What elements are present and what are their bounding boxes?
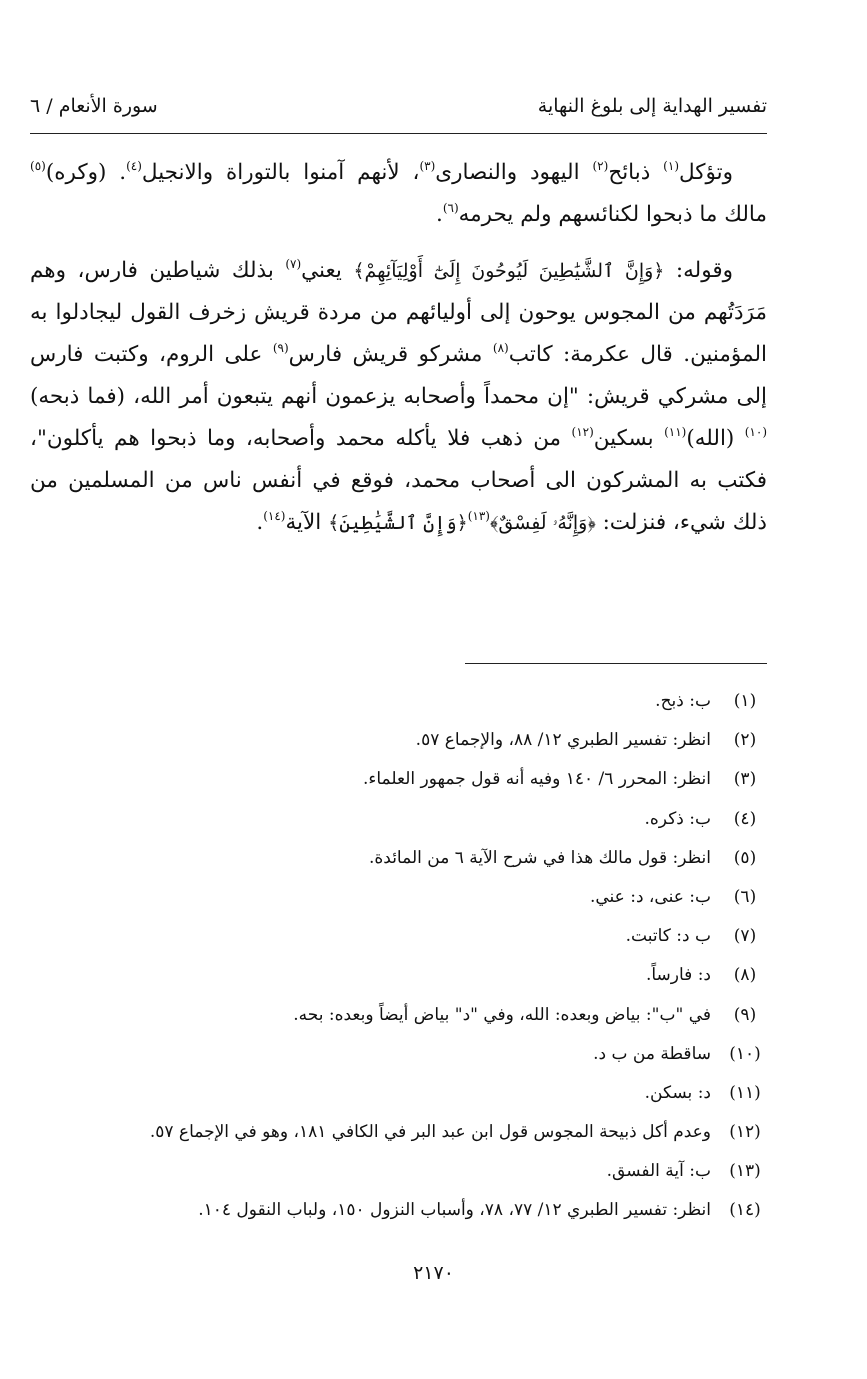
footnote-item [60, 721, 767, 760]
footnote-text: انظر: تفسير الطبري ١٢/ ٨٨، والإجماع ٥٧. [415, 730, 711, 751]
main-text [30, 152, 767, 544]
quran-verse: ﴿وَإِنَّ ٱلشَّيَٰطِينَ لَيُوحُونَ إِلَىٰٓ أَوْلِيَآئِهِمْ﴾ [353, 260, 665, 282]
footnote-item [60, 917, 767, 956]
footnote-number: (٦) [733, 886, 757, 907]
footnote-ref-10: (١٠) [744, 425, 767, 439]
footnote-ref-8: (٨) [492, 341, 509, 355]
footnote-number: (٩) [733, 1004, 757, 1025]
footnote-separator [465, 663, 767, 664]
footnote-number: (١) [733, 691, 757, 711]
text-span: ، لأنهم آمنوا بالتوراة والانجيل [141, 160, 420, 185]
footnote-item [60, 800, 767, 839]
paragraph-2 [30, 250, 767, 544]
text-span: من ذهب فلا يأكله محمد وأصحابه، وما ذبحوا هم يأكلون"، فكتب به المشركون الى أصحاب محمد، فوقع في أنفس ناس من المسلمين من ذلك شيء، فنزلت: [30, 426, 767, 535]
footnote-ref-6: (٦) [442, 201, 459, 215]
footnote-ref-7: (٧) [285, 257, 302, 271]
footnote-item [60, 760, 767, 799]
footnote-number: (٨) [733, 965, 757, 986]
footnote-text: في "ب": بياض وبعده: الله، وفي "د" بياض أيضاً وبعده: بحه. [293, 1004, 711, 1025]
text-span: (الله) [686, 426, 745, 451]
quran-verse: ﴿وَإِنَّ ٱلشَّيَٰطِينَ﴾ [328, 512, 468, 534]
footnote-text: وعدم أكل ذبيحة المجوس قول ابن عبد البر في الكافي ١٨١، وهو في الإجماع ٥٧. [149, 1122, 711, 1143]
footnote-text: ب: ذبح. [655, 691, 711, 711]
text-span: . [256, 510, 264, 535]
text-span: مشركو قريش فارس [288, 342, 493, 367]
footnote-item [60, 682, 767, 721]
footnote-item [60, 1152, 767, 1191]
page-number: ٢١٧٠ [413, 1262, 454, 1284]
text-span: بسكين [593, 426, 665, 451]
footnote-text: ب: ذكره. [644, 808, 711, 829]
footnote-number: (١٠) [729, 1043, 761, 1064]
footnotes [60, 682, 767, 1231]
text-span: وقوله: [664, 258, 733, 283]
book-title: تفسير الهداية إلى بلوغ النهاية [537, 95, 767, 117]
footnote-number: (١٣) [729, 1161, 761, 1182]
footnote-text: ب: آية الفسق. [606, 1161, 711, 1182]
footnote-text: انظر: المحرر ٦/ ١٤٠ وفيه أنه قول جمهور العلماء. [362, 769, 711, 790]
footnote-ref-5: (٥) [30, 159, 46, 173]
paragraph-1 [30, 152, 767, 236]
footnote-ref-14: (١٤) [263, 509, 286, 523]
footnote-ref-12: (١٢) [571, 425, 594, 439]
running-header [30, 95, 767, 125]
footnote-number: (١٢) [729, 1122, 761, 1143]
footnote-ref-9: (٩) [272, 341, 289, 355]
footnote-text: د: بسكن. [644, 1082, 711, 1103]
footnote-number: (١٤) [729, 1200, 761, 1221]
text-span: وتؤكل [679, 160, 733, 185]
surah-label: سورة الأنعام / ٦ [30, 95, 158, 117]
quran-verse: ﴿وَإِنَّهُۥ لَفِسْقٌ﴾ [489, 512, 596, 534]
footnote-item [60, 1035, 767, 1074]
footnote-number: (٤) [733, 808, 757, 829]
footnote-item [60, 996, 767, 1035]
footnote-text: ب د: كاتبت. [625, 926, 711, 947]
text-span: بذلك شياطين فارس، وهم مَرَدَتُهم من المجوس يوحون إلى أوليائهم من مردة قريش زخرف القول ليجادلوا به المؤمنين. قال عكرمة: كاتب [30, 258, 767, 367]
footnote-number: (٢) [733, 730, 757, 751]
footnote-number: (٧) [733, 926, 757, 947]
footnote-item [60, 956, 767, 995]
footnote-ref-4: (٤) [126, 159, 142, 173]
footnote-number: (٥) [733, 847, 757, 868]
text-span: على الروم، وكتبت فارس إلى مشركي قريش: "إن محمداً وأصحابه يزعمون أنهم يتبعون أمر الله، (فما ذبحه) [30, 342, 767, 409]
footnote-ref-13: (١٣) [467, 509, 490, 523]
text-span: الآية [285, 510, 329, 535]
footnote-text: انظر: تفسير الطبري ١٢/ ٧٧، ٧٨، وأسباب النزول ١٥٠، ولباب النقول ١٠٤. [198, 1200, 711, 1221]
text-span: . [435, 202, 443, 227]
footnote-number: (١١) [729, 1082, 761, 1103]
text-span: ذبائح [608, 160, 664, 185]
footnote-ref-1: (١) [663, 159, 679, 173]
footnote-item [60, 1113, 767, 1152]
footnote-text: ساقطة من ب د. [593, 1043, 711, 1064]
header-rule [30, 133, 767, 134]
footnote-item [60, 1191, 767, 1230]
footnote-number: (٣) [733, 769, 757, 790]
footnote-text: ب: عنى، د: عني. [589, 886, 711, 907]
text-span: يعني [301, 258, 354, 283]
footnote-item [60, 878, 767, 917]
footnote-item [60, 1074, 767, 1113]
footnote-item [60, 839, 767, 878]
text-span: اليهود والنصارى [435, 160, 593, 185]
footnote-ref-11: (١١) [664, 425, 687, 439]
footnote-ref-3: (٣) [419, 159, 436, 173]
footnote-text: د: فارساً. [645, 965, 711, 986]
text-span: مالك ما ذبحوا لكنائسهم ولم يحرمه [458, 202, 767, 227]
text-span: . (وكره) [45, 160, 127, 185]
footnote-text: انظر: قول مالك هذا في شرح الآية ٦ من المائدة. [368, 847, 711, 868]
footnote-ref-2: (٢) [592, 159, 609, 173]
